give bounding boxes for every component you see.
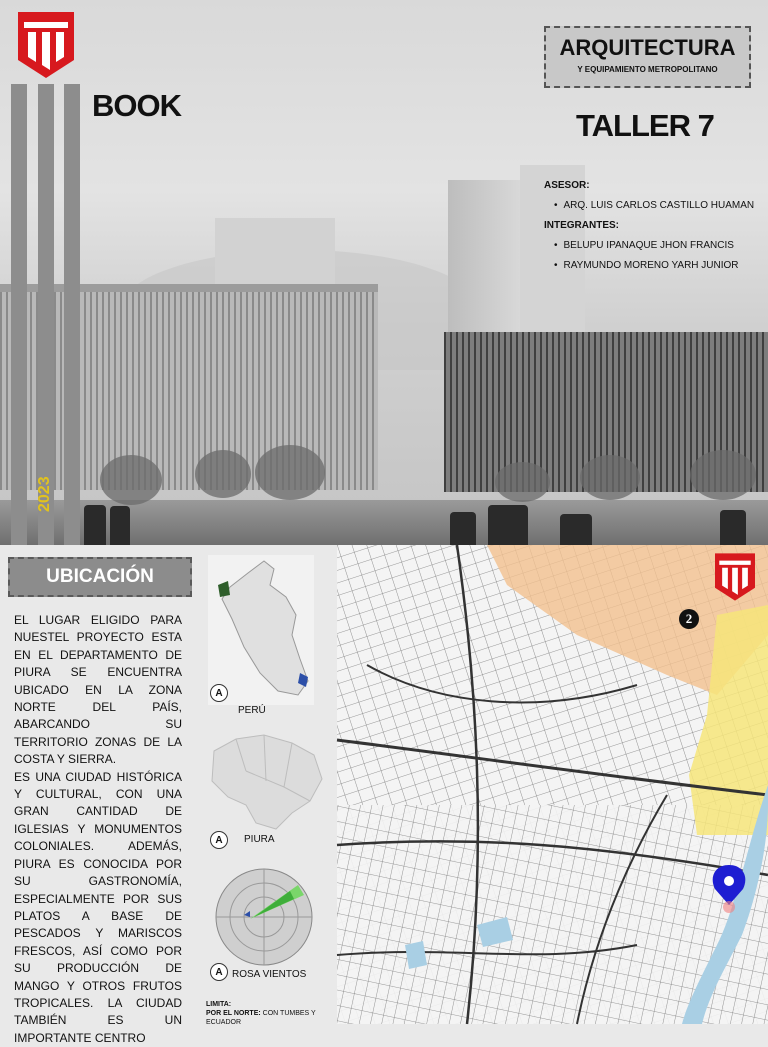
location-paragraph: EL LUGAR ELIGIDO PARA NUESTEL PROYECTO ESTA EN EL DEPARTAMENTO DE PIURA SE ENCUENTRA UBICADO EN LA ZONA NORTE DEL PAÍS, ABARCANDO SU TERRITORIO ZONAS DE LA COSTA Y SIERRA. [14, 613, 182, 767]
limit-north-key: POR EL NORTE: [206, 1010, 261, 1017]
vertical-bar [64, 84, 80, 545]
piura-label: PIURA [244, 834, 275, 845]
university-logo [715, 553, 755, 601]
limit-north-value: CON TUMBES Y ECUADOR [206, 1010, 316, 1026]
tree [100, 455, 162, 505]
peru-map [208, 555, 314, 705]
advisor-heading: ASESOR: [544, 180, 590, 191]
program-box [544, 26, 751, 88]
peru-map-card [208, 555, 314, 705]
credits-block [544, 180, 759, 280]
north-arrow-icon: A [210, 963, 228, 981]
advisor-name: • ARQ. LUIS CARLOS CASTILLO HUAMAN [544, 200, 759, 220]
member-name: • RAYMUNDO MORENO YARH JUNIOR [544, 260, 759, 280]
location-description [14, 612, 182, 1045]
year-label: 2023 [36, 476, 53, 512]
person [488, 505, 528, 545]
left-building-roof [0, 284, 378, 292]
reference-maps [200, 545, 336, 1024]
person [110, 506, 130, 545]
limits-heading: LIMITA: [206, 1001, 232, 1008]
tree [580, 455, 640, 500]
piura-map [206, 731, 326, 835]
members-heading: INTEGRANTES: [544, 220, 619, 231]
tree [255, 445, 325, 500]
city-map-drawing [337, 545, 768, 1024]
north-arrow-icon: A [210, 831, 228, 849]
zone-marker-number: 2 [685, 611, 693, 626]
book-title: BOOK [92, 88, 181, 123]
person [84, 505, 106, 545]
program-subtitle: Y EQUIPAMIENTO METROPOLITANO [577, 65, 718, 74]
limits-block [206, 1000, 332, 1027]
person [720, 510, 746, 545]
location-paragraph: ES UNA CIUDAD HISTÓRICA Y CULTURAL, CON UNA GRAN CANTIDAD DE IGLESIAS Y MONUMENTOS COLONIALES. ADEMÁS, PIURA ES CONOCIDA POR SU GASTRONOMÍA, ESPECIALMENTE POR SUS PLATOS A BASE DE PESCADOS Y MARISCOS FRESCOS, ASÍ COMO POR SU PRODUCCIÓN DE MANGO Y OTROS FRUTOS TROPICALES. LA CIUDAD TAMBIÉN ES UN IMPORTANTE CENTRO [14, 769, 182, 1045]
member-name: • BELUPU IPANAQUE JHON FRANCIS [544, 240, 759, 260]
university-logo [18, 12, 74, 78]
location-heading: UBICACIÓN [8, 557, 192, 597]
tree [495, 462, 550, 502]
zone-marker-badge [679, 609, 699, 629]
north-arrow-icon: A [210, 684, 228, 702]
person [560, 514, 592, 545]
wind-rose-label: ROSA VIENTOS [232, 969, 307, 980]
course-title: TALLER 7 [576, 108, 714, 143]
peru-label: PERÚ [238, 705, 266, 716]
person [450, 512, 476, 545]
program-title: ARQUITECTURA [559, 35, 736, 60]
wind-rose-chart [214, 867, 314, 967]
tree [195, 450, 251, 498]
city-map [337, 545, 768, 1024]
tree [690, 450, 756, 500]
vertical-bar [11, 84, 27, 545]
